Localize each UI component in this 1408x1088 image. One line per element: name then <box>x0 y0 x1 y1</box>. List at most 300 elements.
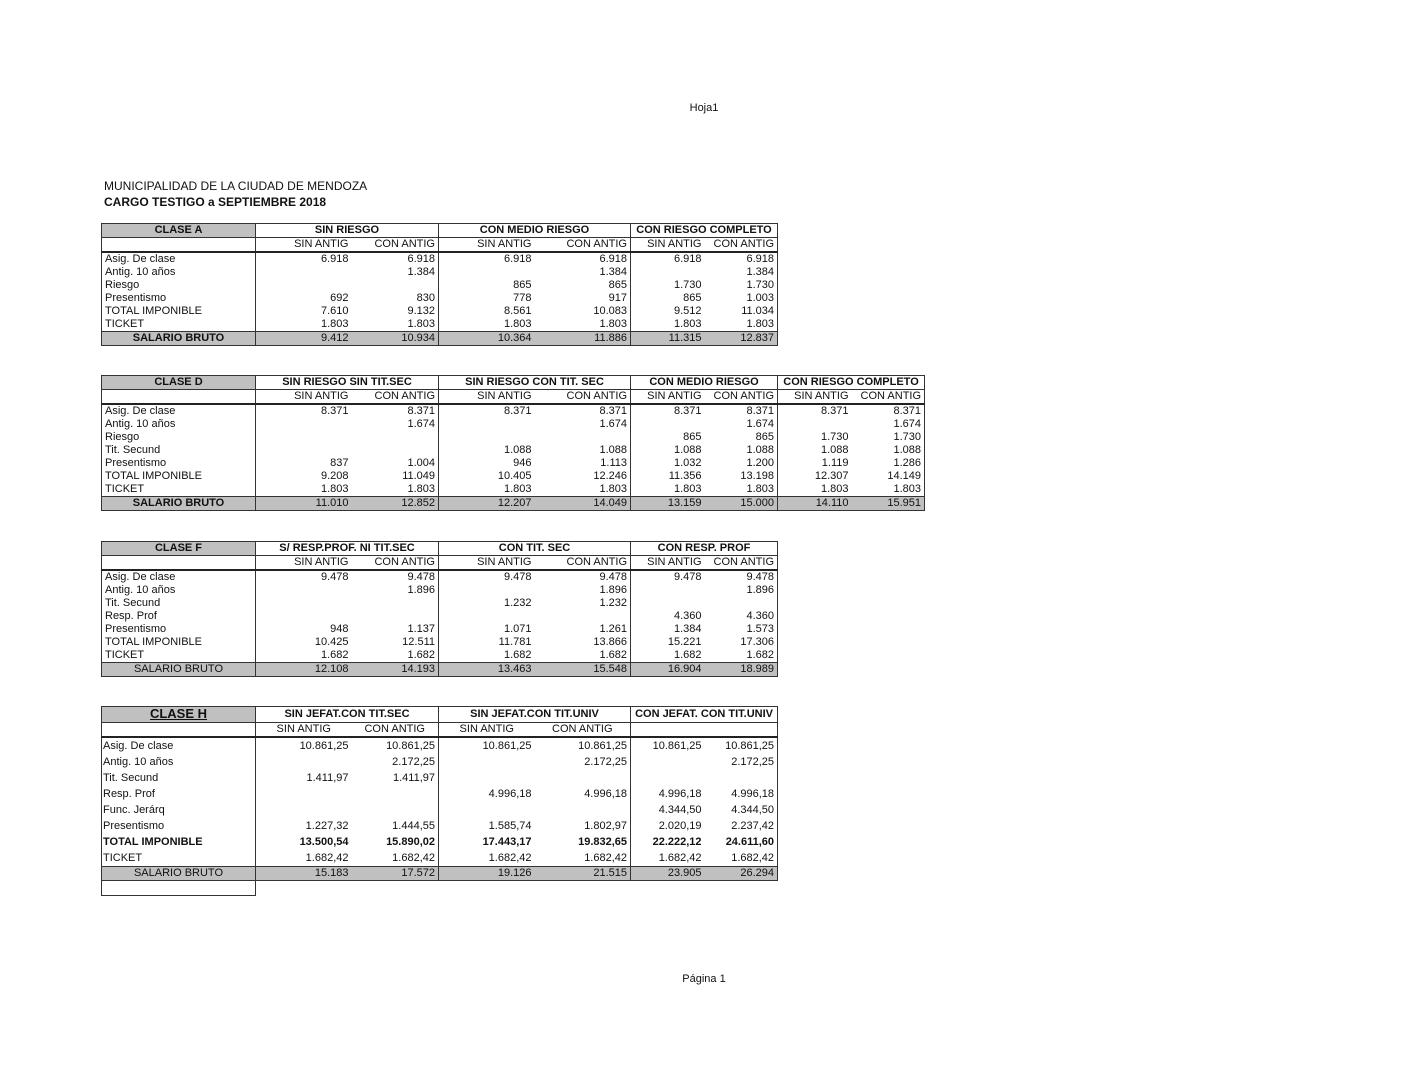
value-cell: 6.918 <box>705 252 778 266</box>
value-cell <box>256 754 352 770</box>
salario-bruto-value: 19.126 <box>439 867 535 881</box>
table-row <box>102 754 778 770</box>
value-cell <box>439 610 535 623</box>
row-label: Antig. 10 años <box>102 754 256 770</box>
value-cell: 1.730 <box>820 431 849 443</box>
value-cell: 1.682,42 <box>352 850 439 867</box>
salario-bruto-value: 16.904 <box>631 663 705 677</box>
value-cell <box>256 786 352 802</box>
sub-header-sin-antig: SIN ANTIG <box>256 723 352 738</box>
sub-header-sin-antig: SIN ANTIG <box>631 390 705 405</box>
value-cell: 10.861,25 <box>482 740 532 752</box>
sub-header-sin-antig: SIN ANTIG <box>256 390 352 405</box>
row-label: TOTAL IMPONIBLE <box>102 834 256 850</box>
value-cell: 9.478 <box>705 570 778 584</box>
value-cell: 1.682 <box>705 649 778 663</box>
value-cell: 1.674 <box>535 418 631 431</box>
value-cell: 2.172,25 <box>705 754 778 770</box>
value-cell: 4.344,50 <box>658 804 702 816</box>
value-cell <box>256 610 352 623</box>
value-cell: 1.261 <box>535 623 631 636</box>
value-cell: 1.803 <box>852 483 925 497</box>
value-cell <box>535 431 631 444</box>
table-row <box>102 470 925 483</box>
salario-bruto-row <box>102 497 925 511</box>
salario-bruto-value: 18.989 <box>705 663 778 677</box>
value-cell: 9.478 <box>352 570 439 584</box>
value-cell: 12.307 <box>814 470 849 482</box>
table-row <box>102 431 925 444</box>
value-cell: 10.861,25 <box>299 740 349 752</box>
value-cell: 10.425 <box>314 636 349 648</box>
value-cell <box>439 770 535 786</box>
value-cell: 830 <box>352 292 439 305</box>
value-cell <box>439 266 535 279</box>
value-cell: 10.861,25 <box>705 737 778 754</box>
value-cell: 1.682,42 <box>705 850 778 867</box>
value-cell <box>352 279 439 292</box>
value-cell <box>439 754 535 770</box>
value-cell: 1.384 <box>705 266 778 279</box>
value-cell: 8.561 <box>503 305 532 317</box>
class-name: CLASE A <box>154 224 203 236</box>
value-cell: 1.674 <box>705 418 778 431</box>
sub-header-sin-antig: SIN ANTIG <box>631 556 705 571</box>
value-cell <box>439 802 535 818</box>
value-cell: 8.371 <box>352 404 439 418</box>
sub-header-con-antig <box>705 723 778 738</box>
row-label: Tit. Secund <box>102 770 256 786</box>
value-cell: 1.232 <box>503 597 532 609</box>
value-cell: 4.360 <box>705 610 778 623</box>
value-cell: 1.088 <box>705 444 778 457</box>
value-cell: 1.573 <box>705 623 778 636</box>
value-cell: 1.682,42 <box>488 852 532 864</box>
table-clase-h <box>101 706 778 896</box>
value-cell <box>256 418 352 431</box>
value-cell: 13.198 <box>705 470 778 483</box>
row-label: Antig. 10 años <box>102 584 256 597</box>
page-header: Hoja1 <box>689 102 719 114</box>
value-cell: 1.137 <box>352 623 439 636</box>
value-cell: 1.803 <box>535 318 631 332</box>
sub-header-con-antig: CON ANTIG <box>535 556 631 571</box>
value-cell <box>631 770 705 786</box>
value-cell: 1.803 <box>705 483 778 497</box>
value-cell: 865 <box>535 279 631 292</box>
value-cell: 22.222,12 <box>652 836 702 848</box>
value-cell: 13.500,54 <box>299 836 349 848</box>
sub-header-sin-antig: SIN ANTIG <box>439 556 535 571</box>
value-cell: 14.149 <box>852 470 925 483</box>
row-label: Resp. Prof <box>102 786 256 802</box>
value-cell: 1.896 <box>352 584 439 597</box>
value-cell: 1.232 <box>535 597 631 610</box>
salario-bruto-value: 13.463 <box>439 663 535 677</box>
value-cell: 9.512 <box>673 305 702 317</box>
class-name-header <box>102 542 256 556</box>
value-cell: 2.172,25 <box>535 754 631 770</box>
table-row <box>102 279 778 292</box>
table-row <box>102 305 778 318</box>
salario-bruto-value: 15.951 <box>852 497 925 511</box>
row-label: TOTAL IMPONIBLE <box>102 636 256 649</box>
value-cell: 12.246 <box>535 470 631 483</box>
table-row <box>102 636 778 649</box>
row-label: TICKET <box>102 649 256 663</box>
value-cell: 1.004 <box>352 457 439 470</box>
value-cell: 6.918 <box>503 253 532 265</box>
salario-bruto-value: 11.010 <box>256 497 352 511</box>
row-label: TICKET <box>102 850 256 867</box>
value-cell: 9.132 <box>352 305 439 318</box>
value-cell: 10.083 <box>535 305 631 318</box>
value-cell <box>352 597 439 610</box>
sub-header-sin-antig: SIN ANTIG <box>439 238 535 253</box>
row-label: Tit. Secund <box>102 444 256 457</box>
table-row <box>102 444 925 457</box>
value-cell: 1.071 <box>503 623 532 635</box>
sub-header-sin-antig: SIN ANTIG <box>778 390 852 405</box>
table-row <box>102 770 778 786</box>
salario-bruto-value: 26.294 <box>705 867 778 881</box>
table-clase-a <box>101 223 778 346</box>
value-cell: 1.286 <box>852 457 925 470</box>
row-label: TICKET <box>102 318 256 332</box>
sub-header-sin-antig: SIN ANTIG <box>256 238 352 253</box>
value-cell: 1.803 <box>352 318 439 332</box>
table-row <box>102 834 778 850</box>
value-cell <box>439 418 535 431</box>
value-cell: 13.866 <box>535 636 631 649</box>
value-cell: 9.208 <box>320 470 349 482</box>
value-cell: 11.049 <box>352 470 439 483</box>
salario-bruto-row <box>102 867 778 881</box>
table-row <box>102 318 778 332</box>
value-cell: 1.803 <box>320 318 349 330</box>
row-label: Antig. 10 años <box>102 266 256 279</box>
value-cell: 1.682 <box>535 649 631 663</box>
value-cell: 692 <box>330 292 349 304</box>
value-cell: 7.610 <box>320 305 349 317</box>
table-row <box>102 737 778 754</box>
value-cell: 9.478 <box>503 571 532 583</box>
table-clase-d <box>101 375 925 511</box>
value-cell <box>256 431 352 444</box>
value-cell: 1.682,42 <box>658 852 702 864</box>
value-cell: 1.200 <box>705 457 778 470</box>
value-cell <box>778 418 852 431</box>
value-cell: 4.344,50 <box>705 802 778 818</box>
value-cell: 9.478 <box>535 570 631 584</box>
row-label: Riesgo <box>102 279 256 292</box>
value-cell: 1.444,55 <box>352 818 439 834</box>
row-label: Presentismo <box>102 292 256 305</box>
sub-header-con-antig: CON ANTIG <box>352 556 439 571</box>
value-cell: 865 <box>513 279 532 291</box>
value-cell <box>352 786 439 802</box>
value-cell <box>535 802 631 818</box>
class-name-header <box>102 707 256 723</box>
salario-bruto-value: 10.934 <box>352 332 439 346</box>
value-cell: 1.227,32 <box>305 820 349 832</box>
blank-cell <box>102 238 256 253</box>
salario-bruto-value: 10.364 <box>439 332 535 346</box>
sub-header-sin-antig: SIN ANTIG <box>256 556 352 571</box>
value-cell: 1.411,97 <box>306 772 349 784</box>
table-row <box>102 292 778 305</box>
value-cell: 8.371 <box>535 404 631 418</box>
value-cell <box>535 610 631 623</box>
row-label: Asig. De clase <box>102 570 256 584</box>
value-cell <box>256 266 352 279</box>
class-name: CLASE H <box>149 706 208 721</box>
value-cell <box>256 597 352 610</box>
salario-bruto-value: 14.049 <box>535 497 631 511</box>
value-cell <box>705 770 778 786</box>
value-cell <box>631 418 705 431</box>
value-cell: 1.088 <box>503 444 532 456</box>
value-cell: 19.832,65 <box>535 834 631 850</box>
table-row <box>102 418 925 431</box>
table-row <box>102 266 778 279</box>
blank-cell <box>102 390 256 405</box>
value-cell: 1.803 <box>503 318 532 330</box>
sub-header-sin-antig: SIN ANTIG <box>631 238 705 253</box>
value-cell: 1.682,42 <box>305 852 349 864</box>
value-cell: 2.172,25 <box>352 754 439 770</box>
value-cell: 6.918 <box>673 253 702 265</box>
value-cell: 1.896 <box>705 584 778 597</box>
sub-header-con-antig: CON ANTIG <box>705 556 778 571</box>
value-cell: 1.119 <box>821 457 849 469</box>
value-cell: 1.803 <box>320 483 349 495</box>
value-cell: 1.730 <box>705 279 778 292</box>
value-cell: 1.003 <box>705 292 778 305</box>
value-cell: 10.861,25 <box>535 737 631 754</box>
value-cell: 948 <box>330 623 349 635</box>
value-cell: 15.221 <box>667 636 702 648</box>
table-row <box>102 457 925 470</box>
empty-cell <box>102 881 256 896</box>
row-label: Presentismo <box>102 457 256 470</box>
sub-header-con-antig: CON ANTIG <box>705 238 778 253</box>
sub-header-sin-antig: SIN ANTIG <box>439 390 535 405</box>
document-subtitle: CARGO TESTIGO a SEPTIEMBRE 2018 <box>104 195 327 209</box>
value-cell: 1.682,42 <box>535 850 631 867</box>
class-name: CLASE F <box>154 542 203 554</box>
salario-bruto-value: 23.905 <box>631 867 705 881</box>
value-cell: 865 <box>683 292 702 304</box>
salario-bruto-value: 15.183 <box>256 867 352 881</box>
value-cell <box>352 610 439 623</box>
group-header: CON TIT. SEC <box>439 542 631 556</box>
table-row <box>102 252 778 266</box>
value-cell: 1.674 <box>852 418 925 431</box>
page-footer: Página 1 <box>682 973 726 985</box>
value-cell <box>256 444 352 457</box>
class-name: CLASE D <box>154 376 203 388</box>
value-cell: 6.918 <box>352 252 439 266</box>
value-cell: 1.384 <box>352 266 439 279</box>
table-row <box>102 818 778 834</box>
value-cell: 4.996,18 <box>488 788 532 800</box>
value-cell: 8.371 <box>503 405 532 417</box>
blank-cell <box>102 556 256 571</box>
row-label: Asig. De clase <box>102 737 256 754</box>
value-cell: 917 <box>535 292 631 305</box>
sub-header-sin-antig: SIN ANTIG <box>439 723 535 738</box>
group-header: CON MEDIO RIESGO <box>439 224 631 238</box>
value-cell: 1.088 <box>820 444 849 456</box>
value-cell: 11.034 <box>705 305 778 318</box>
value-cell: 1.730 <box>673 279 702 291</box>
value-cell <box>439 584 535 597</box>
value-cell <box>256 279 352 292</box>
salario-bruto-value: 17.572 <box>352 867 439 881</box>
sub-header-sin-antig <box>631 723 705 738</box>
salario-bruto-value: 14.193 <box>352 663 439 677</box>
table-row <box>102 584 778 597</box>
value-cell <box>352 444 439 457</box>
value-cell: 2.237,42 <box>705 818 778 834</box>
value-cell <box>631 266 705 279</box>
group-header: CON RIESGO COMPLETO <box>631 224 778 238</box>
value-cell: 1.088 <box>852 444 925 457</box>
table-clase-f <box>101 541 778 677</box>
salario-bruto-label: SALARIO BRUTO <box>102 867 256 881</box>
sub-header-con-antig: CON ANTIG <box>705 390 778 405</box>
value-cell: 1.411,97 <box>352 770 439 786</box>
sub-header-con-antig: CON ANTIG <box>352 238 439 253</box>
value-cell: 15.890,02 <box>352 834 439 850</box>
group-header: SIN JEFAT.CON TIT.UNIV <box>439 707 631 723</box>
salario-bruto-label: SALARIO BRUTO <box>102 332 256 346</box>
value-cell: 10.405 <box>497 470 532 482</box>
value-cell: 1.896 <box>535 584 631 597</box>
table-row <box>102 850 778 867</box>
table-row <box>102 802 778 818</box>
value-cell <box>705 597 778 610</box>
sub-header-con-antig: CON ANTIG <box>535 390 631 405</box>
value-cell: 11.781 <box>498 636 532 648</box>
value-cell: 1.384 <box>535 266 631 279</box>
value-cell: 4.996,18 <box>658 788 702 800</box>
value-cell: 865 <box>705 431 778 444</box>
value-cell: 865 <box>683 431 702 443</box>
salario-bruto-label: SALARIO BRUTO <box>102 497 256 511</box>
salario-bruto-value: 21.515 <box>535 867 631 881</box>
value-cell: 1.682 <box>673 649 702 661</box>
value-cell: 4.996,18 <box>705 786 778 802</box>
value-cell: 1.674 <box>352 418 439 431</box>
value-cell: 1.088 <box>535 444 631 457</box>
table-row <box>102 404 925 418</box>
sub-header-con-antig: CON ANTIG <box>852 390 925 405</box>
group-header: CON JEFAT. CON TIT.UNIV <box>631 707 778 723</box>
value-cell <box>631 754 705 770</box>
value-cell: 1.682 <box>352 649 439 663</box>
group-header: SIN RIESGO CON TIT. SEC <box>439 376 631 390</box>
row-label: Antig. 10 años <box>102 418 256 431</box>
table-row <box>102 570 778 584</box>
salario-bruto-value: 14.110 <box>778 497 852 511</box>
row-label: TICKET <box>102 483 256 497</box>
value-cell: 17.443,17 <box>482 836 532 848</box>
value-cell: 1.088 <box>673 444 702 456</box>
value-cell: 4.360 <box>673 610 702 622</box>
value-cell: 11.356 <box>668 470 702 482</box>
row-label: Riesgo <box>102 431 256 444</box>
table-row <box>102 786 778 802</box>
salario-bruto-value: 12.837 <box>705 332 778 346</box>
value-cell <box>631 597 705 610</box>
value-cell: 1.682 <box>320 649 349 661</box>
row-label: Asig. De clase <box>102 404 256 418</box>
class-name-header <box>102 224 256 238</box>
value-cell <box>256 802 352 818</box>
table-row <box>102 483 925 497</box>
value-cell: 9.478 <box>673 571 702 583</box>
org-title: MUNICIPALIDAD DE LA CIUDAD DE MENDOZA <box>104 179 368 193</box>
salario-bruto-row <box>102 332 778 346</box>
row-label: Presentismo <box>102 623 256 636</box>
value-cell: 8.371 <box>852 404 925 418</box>
row-label: Asig. De clase <box>102 252 256 266</box>
value-cell <box>631 584 705 597</box>
salario-bruto-value: 12.108 <box>256 663 352 677</box>
empty-space <box>256 881 778 896</box>
salario-bruto-value: 11.886 <box>535 332 631 346</box>
value-cell: 6.918 <box>320 253 349 265</box>
sub-header-con-antig: CON ANTIG <box>535 238 631 253</box>
row-label: Resp. Prof <box>102 610 256 623</box>
value-cell: 1.803 <box>705 318 778 332</box>
row-label: Func. Jerárq <box>102 802 256 818</box>
salario-bruto-value: 11.315 <box>631 332 705 346</box>
value-cell: 1.803 <box>820 483 849 495</box>
value-cell <box>535 770 631 786</box>
value-cell: 1.803 <box>503 483 532 495</box>
value-cell: 1.803 <box>673 318 702 330</box>
table-row <box>102 623 778 636</box>
sub-header-con-antig: CON ANTIG <box>352 723 439 738</box>
sub-header-con-antig: CON ANTIG <box>352 390 439 405</box>
salario-bruto-value: 12.207 <box>439 497 535 511</box>
value-cell: 1.682 <box>503 649 532 661</box>
table-row <box>102 610 778 623</box>
value-cell: 9.478 <box>320 571 349 583</box>
salario-bruto-row <box>102 663 778 677</box>
value-cell: 8.371 <box>820 405 849 417</box>
value-cell: 24.611,60 <box>705 834 778 850</box>
value-cell <box>352 431 439 444</box>
salario-bruto-value: 12.852 <box>352 497 439 511</box>
value-cell: 4.996,18 <box>535 786 631 802</box>
value-cell: 1.113 <box>535 457 631 470</box>
group-header: SIN RIESGO <box>256 224 439 238</box>
value-cell: 946 <box>513 457 532 469</box>
class-name-header <box>102 376 256 390</box>
row-label: Presentismo <box>102 818 256 834</box>
value-cell <box>439 431 535 444</box>
value-cell: 10.861,25 <box>352 737 439 754</box>
row-label: TOTAL IMPONIBLE <box>102 305 256 318</box>
value-cell: 1.730 <box>852 431 925 444</box>
value-cell: 1.384 <box>673 623 702 635</box>
group-header: SIN RIESGO SIN TIT.SEC <box>256 376 439 390</box>
row-label: Tit. Secund <box>102 597 256 610</box>
